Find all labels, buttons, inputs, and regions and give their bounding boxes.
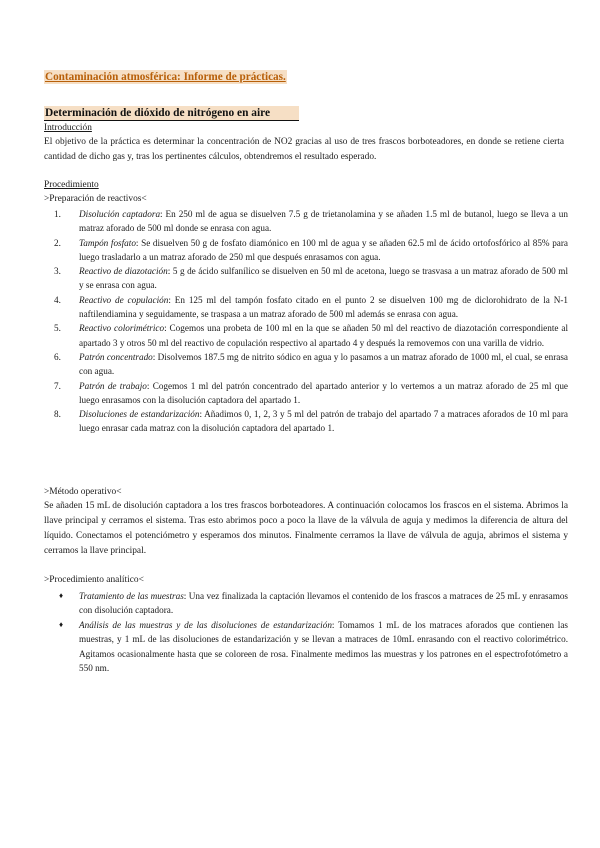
reagents-list — [44, 207, 568, 436]
item-term: Reactivo colorimétrico — [79, 323, 165, 334]
item-text: : Una vez finalizada la captación llevamos el contenido de los frascos a matraces de 25 mL y enrasamos con disolución captadora. — [79, 591, 569, 616]
item-text: : Se disuelven 50 g de fosfato diamónico en 100 ml de agua y se añaden 62.5 ml de ácido ortofosfórico al 85% para luego trasladarlo a un matraz aforado de 250 ml que después enrasamos con agua. — [79, 237, 568, 262]
item-text: : Cogemos 1 ml del patrón concentrado del apartado anterior y lo vertemos a un matraz aforado de 25 ml que luego enrasamos con la disolución captadora del apartado 1. — [79, 380, 568, 405]
list-item — [44, 321, 568, 350]
item-text: : Cogemos una probeta de 100 ml en la que se añaden 50 ml del reactivo de diazotación correspondiente al apartado 3 y otros 50 ml del reactivo de copulación respectivo al apartado 4 y después la removemos con una varilla de vidrio. — [79, 323, 568, 348]
item-text: : Añadimos 0, 1, 2, 3 y 5 ml del patrón de trabajo del apartado 7 a matraces aforados de 10 ml para luego enrasar cada matraz con la disolución captadora del apartado 1. — [79, 409, 568, 434]
operative-heading: >Método operativo< — [44, 487, 122, 497]
list-item — [44, 379, 568, 408]
analytic-heading: >Procedimiento analítico< — [44, 575, 144, 585]
item-number: 6. — [54, 351, 61, 362]
item-term: Tampón fosfato — [79, 237, 136, 248]
item-text: : Disolvemos 187.5 mg de nitrito sódico en agua y lo pasamos a un matraz aforado de 1000 ml, el cual, se enrasa con agua. — [79, 351, 568, 377]
diamond-bullet-icon: ♦ — [59, 591, 64, 600]
item-number: 2. — [54, 237, 61, 248]
intro-heading: Introducción — [44, 123, 92, 133]
item-term: Reactivo de diazotación — [79, 266, 168, 277]
item-number: 5. — [54, 323, 61, 334]
list-item — [44, 207, 568, 236]
reagents-heading: >Preparación de reactivos< — [44, 194, 147, 204]
item-number: 4. — [54, 294, 61, 305]
item-number: 1. — [54, 209, 61, 219]
item-number: 8. — [54, 409, 61, 420]
item-number: 7. — [54, 380, 61, 391]
item-text: : 5 g de ácido sulfanílico se disuelven en 50 ml de acetona, luego se trasvasa a un matraz aforado de 500 ml y se enrasa con agua. — [79, 266, 569, 291]
document-title: Contaminación atmosférica: Informe de prácticas. — [45, 71, 286, 83]
item-term: Análisis de las muestras y de las disoluciones de estandarización — [79, 619, 332, 630]
item-text: : Tomamos 1 mL de los matraces aforados que contienen las muestras, y 1 mL de las disoluciones de estandarización y se llevan a matraces de 10mL enrasando con el reactivo colorimétrico. Agitamos ocasionalmente hasta que se coloreen de rosa. Finalmente medimos las muestras y los patrones en el espectrofotómetro a 550 nm. — [79, 619, 569, 674]
diamond-bullet-icon: ♦ — [59, 619, 64, 629]
operative-text: Se añaden 15 mL de disolución captadora a los tres frascos borboteadores. A continuación colocamos los frascos en el sistema. Abrimos la llave principal y cerramos el sistema. Tras esto abrimos poco a poco la llave de la válvula de aguja y medimos la diferencia de altura del líquido. Conectamos el potenciómetro y esperamos dos minutos. Finalmente cerramos la llave de válvula de aguja, abrimos el sistema y cerramos la llave principal. — [44, 501, 568, 556]
item-text: : En 250 ml de agua se disuelven 7.5 g de trietanolamina y se añaden 1.5 ml de butanol, luego se lleva a un matraz aforado de 500 ml donde se enrasa con agua. — [79, 209, 568, 234]
item-term: Disoluciones de estandarización — [79, 409, 200, 420]
list-item — [44, 407, 568, 436]
list-item — [44, 293, 568, 322]
analytic-list — [44, 589, 568, 675]
item-term: Patrón concentrado — [79, 351, 153, 362]
section-title: Determinación de dióxido de nitrógeno en aire — [44, 106, 299, 121]
item-text: : En 125 ml del tampón fosfato citado en el punto 2 se disuelven 100 mg de diclorohidrato de la N-1 naftilendiamina y seguidamente, se traspasa a un matraz aforado de 500 ml además se enrasa con agua. — [79, 294, 568, 320]
list-item — [44, 618, 568, 676]
intro-text: El objetivo de la práctica es determinar la concentración de NO2 gracias al uso de tres frascos borboteadores, en donde se retiene cierta cantidad de dicho gas y, tras los pertinentes cálculos, obtendremos el resultado esperado. — [44, 137, 564, 162]
list-item — [44, 350, 568, 379]
list-item — [44, 589, 568, 618]
item-term: Tratamiento de las muestras — [79, 591, 184, 601]
item-term: Disolución captadora — [79, 209, 161, 219]
item-number: 3. — [54, 266, 61, 277]
list-item — [44, 264, 568, 293]
item-term: Patrón de trabajo — [79, 380, 147, 391]
item-term: Reactivo de copulación — [79, 294, 169, 305]
list-item — [44, 236, 568, 265]
procedure-heading: Procedimiento — [44, 180, 99, 190]
